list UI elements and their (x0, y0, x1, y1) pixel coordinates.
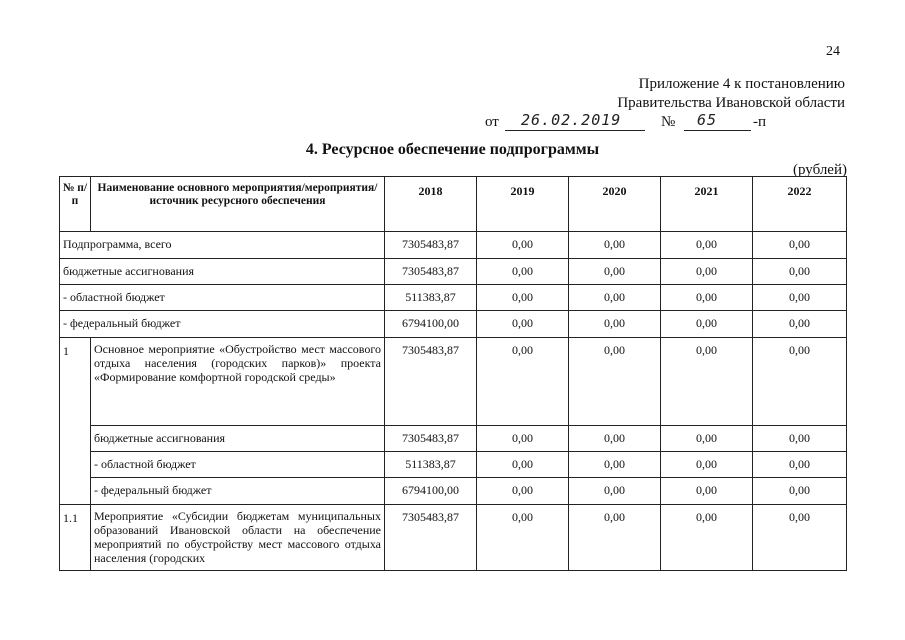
value-2018: 7305483,87 (385, 505, 477, 571)
table-row (60, 338, 847, 426)
from-label: от (485, 114, 499, 130)
item-description: Мероприятие «Субсидии бюджетам муниципальных образований Ивановской области на обеспечение мероприятий по обустройству мест массового отдыха населения (городских (94, 509, 381, 565)
table-row (60, 232, 847, 259)
value-2018: 6794100,00 (385, 478, 477, 505)
row-label: бюджетные ассигнования (91, 426, 385, 452)
row-label: бюджетные ассигнования (60, 259, 385, 285)
value-2018: 511383,87 (385, 452, 477, 478)
value-2021: 0,00 (661, 311, 753, 338)
table-row (60, 285, 847, 311)
value-2019: 0,00 (477, 285, 569, 311)
value-2018: 7305483,87 (385, 259, 477, 285)
header-name: Наименование основного мероприятия/мероприятия/источник ресурсного обеспечения (91, 177, 385, 232)
row-label: Подпрограмма, всего (60, 232, 385, 259)
value-2018: 511383,87 (385, 285, 477, 311)
number-underline (684, 130, 751, 131)
value-2022: 0,00 (753, 426, 847, 452)
date-underline (505, 130, 645, 131)
value-2020: 0,00 (569, 452, 661, 478)
item-number: 1 (60, 338, 91, 505)
value-2021: 0,00 (661, 259, 753, 285)
header-year: 2021 (661, 177, 753, 232)
resource-table (59, 176, 847, 571)
value-2021: 0,00 (661, 426, 753, 452)
item-number: 1.1 (60, 505, 91, 571)
table-row (60, 311, 847, 338)
item-description-cell (91, 505, 385, 571)
table-row (60, 478, 847, 505)
value-2022: 0,00 (753, 505, 847, 571)
value-2020: 0,00 (569, 338, 661, 426)
row-label: - областной бюджет (60, 285, 385, 311)
number-suffix: -п (753, 114, 767, 130)
row-label: - областной бюджет (91, 452, 385, 478)
value-2019: 0,00 (477, 338, 569, 426)
appendix-date-line (485, 113, 845, 133)
value-2018: 7305483,87 (385, 232, 477, 259)
header-year: 2018 (385, 177, 477, 232)
header-year: 2020 (569, 177, 661, 232)
value-2019: 0,00 (477, 232, 569, 259)
header-year: 2019 (477, 177, 569, 232)
table-row (60, 426, 847, 452)
header-year: 2022 (753, 177, 847, 232)
value-2021: 0,00 (661, 285, 753, 311)
value-2020: 0,00 (569, 232, 661, 259)
item-description: Основное мероприятие «Обустройство мест массового отдыха населения (городских парков)» проекта «Формирование комфортной городской среды» (91, 338, 385, 426)
appendix-block (485, 75, 845, 133)
value-2019: 0,00 (477, 505, 569, 571)
value-2020: 0,00 (569, 285, 661, 311)
value-2019: 0,00 (477, 259, 569, 285)
row-label: - федеральный бюджет (60, 311, 385, 338)
number-label: № (661, 114, 676, 130)
table-row (60, 452, 847, 478)
value-2021: 0,00 (661, 452, 753, 478)
appendix-line-2: Правительства Ивановской области (617, 95, 845, 111)
header-row (60, 177, 847, 232)
value-2022: 0,00 (753, 259, 847, 285)
page-number: 24 (826, 44, 840, 59)
appendix-line-1: Приложение 4 к постановлению (638, 76, 845, 92)
value-2022: 0,00 (753, 311, 847, 338)
decree-date: 26.02.2019 (521, 111, 622, 129)
table-row (60, 259, 847, 285)
row-label: - федеральный бюджет (91, 478, 385, 505)
section-title: 4. Ресурсное обеспечение подпрограммы (305, 141, 600, 158)
value-2019: 0,00 (477, 426, 569, 452)
value-2019: 0,00 (477, 452, 569, 478)
value-2019: 0,00 (477, 311, 569, 338)
decree-number: 65 (697, 111, 718, 129)
value-2022: 0,00 (753, 232, 847, 259)
value-2018: 7305483,87 (385, 338, 477, 426)
header-num: № п/п (60, 177, 91, 232)
value-2022: 0,00 (753, 285, 847, 311)
value-2018: 7305483,87 (385, 426, 477, 452)
value-2020: 0,00 (569, 311, 661, 338)
table-row (60, 505, 847, 571)
value-2022: 0,00 (753, 452, 847, 478)
value-2020: 0,00 (569, 505, 661, 571)
value-2019: 0,00 (477, 478, 569, 505)
value-2021: 0,00 (661, 338, 753, 426)
currency-note: (рублей) (792, 162, 847, 178)
value-2020: 0,00 (569, 259, 661, 285)
value-2022: 0,00 (753, 338, 847, 426)
value-2021: 0,00 (661, 232, 753, 259)
value-2021: 0,00 (661, 505, 753, 571)
value-2022: 0,00 (753, 478, 847, 505)
value-2021: 0,00 (661, 478, 753, 505)
value-2020: 0,00 (569, 478, 661, 505)
value-2020: 0,00 (569, 426, 661, 452)
value-2018: 6794100,00 (385, 311, 477, 338)
